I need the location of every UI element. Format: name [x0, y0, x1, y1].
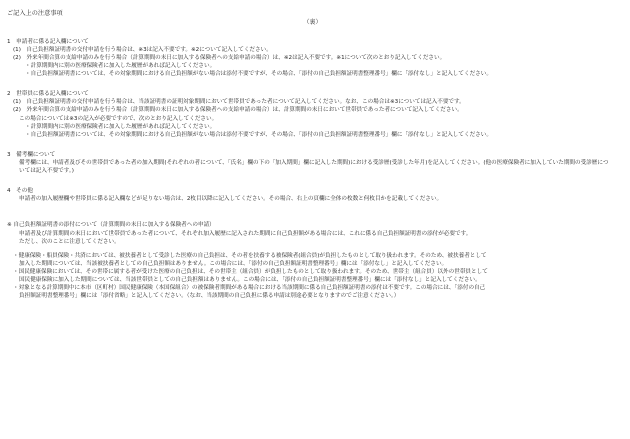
- section-line: ・計算期間内に別の医療保険者に加入した履歴があれば記入してください。: [25, 123, 216, 130]
- notes-bullets: [7, 252, 618, 301]
- section-heading: 1 申請者に係る記入欄について: [7, 38, 89, 45]
- section-remarks: [7, 151, 618, 175]
- section-line: (2) 外来年間合算の支給申請のみを行う場合（計算期間の末日に加入する保険者への支給申請の場合）は、計算期間の末日において世帯員であった者について記入してください。: [13, 107, 463, 114]
- section-line: (2) 外来年間合算の支給申請のみを行う場合（計算期間の末日に加入する保険者への支給申請の場合）は、※2は記入不要です。※1について次のとおり記入してください。: [13, 54, 446, 61]
- notes-heading: ※ 自己負担額証明書の添付について（計算期間の末日に加入する保険者への申請）: [7, 222, 215, 229]
- section-notes: [7, 221, 618, 300]
- notes-bullet: ・健康保険・船員保険・共済においては、被扶養者として受診した医療の自己負担は、その者を扶養する被保険者(組合員)が負担したものとして取り扱われます。そのため、被扶養者として: [13, 252, 487, 259]
- section-heading: 2 世帯員に係る記入欄について: [7, 91, 89, 98]
- section-line: 備考欄には、申請者及びその世帯員であった者の加入期間(それぞれの者について、「氏名」欄の下の「加入期間」欄に記入した期間)における受診歴(受診した年月)を記入してください。(他の医療保険者に加入していた期間の受診歴については記入不要です。): [19, 159, 609, 175]
- section-applicant: [7, 38, 618, 79]
- section-heading: 4 その他: [7, 188, 33, 195]
- section-household: [7, 90, 618, 139]
- section-line: (1) 自己負担額証明書の交付申請を行う場合は、※3は記入不要です。※2について記入してください。: [13, 46, 272, 53]
- document-subtitle: （裏）: [303, 18, 322, 26]
- document-title: ご記入上の注意事項: [7, 10, 63, 17]
- notes-bullet: 加入した期間については、当該被扶養者としての自己負担額はありません。この場合には、「添付の自己負担額証明書整理番号」欄には「添付なし」と記入してください。: [19, 260, 448, 267]
- notes-line: ただし、次のことに注意してください。: [19, 238, 120, 245]
- notes-line: 申請者及び計算期間の末日において世帯員であった者について、それぞれ加入履歴に記入された期間に自己負担額がある場合には、これに係る自己負担額証明書の添付が必要です。: [19, 230, 472, 237]
- section-line: ・自己負担額証明書については、その対象期間における自己負担額がない場合は添付不要ですが、その場合、「添付の自己負担額証明書整理番号」欄に「添付なし」と記入してください。: [25, 131, 492, 138]
- section-heading: 3 備考欄について: [7, 151, 56, 158]
- notes-bullet: 国民健康保険に加入した期間については、当該世帯員としての自己負担額はありません。この場合には、「添付の自己負担額証明書整理番号」欄には「添付なし」と記入してください。: [19, 277, 481, 284]
- notes-bullet: 負担額証明書整理番号」欄には「添付省略」と記入してください。（なお、当該期間の自己負担に係る申請は別途必要となりますのでご注意ください。）: [19, 293, 400, 300]
- section-line: ・自己負担額証明書については、その対象期間における自己負担額がない場合は添付不要ですが、その場合、「添付の自己負担額証明書整理番号」欄に「添付なし」と記入してください。: [25, 71, 492, 78]
- notes-bullet: ・国民健康保険においては、その世帯に属する者が受けた医療の自己負担は、その世帯主（組合員）が負担したものとして取り扱われます。そのため、世帯主（組合員）以外の世帯員として: [13, 268, 488, 275]
- section-line: この場合については※3の記入が必要ですので、次のとおり記入してください。: [19, 115, 218, 122]
- section-line: ・計算期間内に別の医療保険者に加入した履歴があれば記入してください。: [25, 63, 216, 69]
- section-line: 申請者の加入履歴欄や世帯員に係る記入欄などが足りない場合は、2枚目以降に記入してください。その場合、右上の頁欄に全体の枚数と何枚目かを記載してください。: [19, 196, 443, 203]
- section-other: [7, 187, 618, 203]
- notes-bullet: ・対象となる計算期間中に本市（区町村）国民健康保険（本国保組合）の被保険者期間がある場合における当該期間に係る自己負担額証明書の添付は不要です。この場合には、「添付の自己: [13, 285, 486, 292]
- section-line: (1) 自己負担額証明書の交付申請を行う場合は、当該証明書の証明対象期間において世帯員であった者について記入してください。なお、この場合は※3については記入不要です。: [13, 99, 465, 106]
